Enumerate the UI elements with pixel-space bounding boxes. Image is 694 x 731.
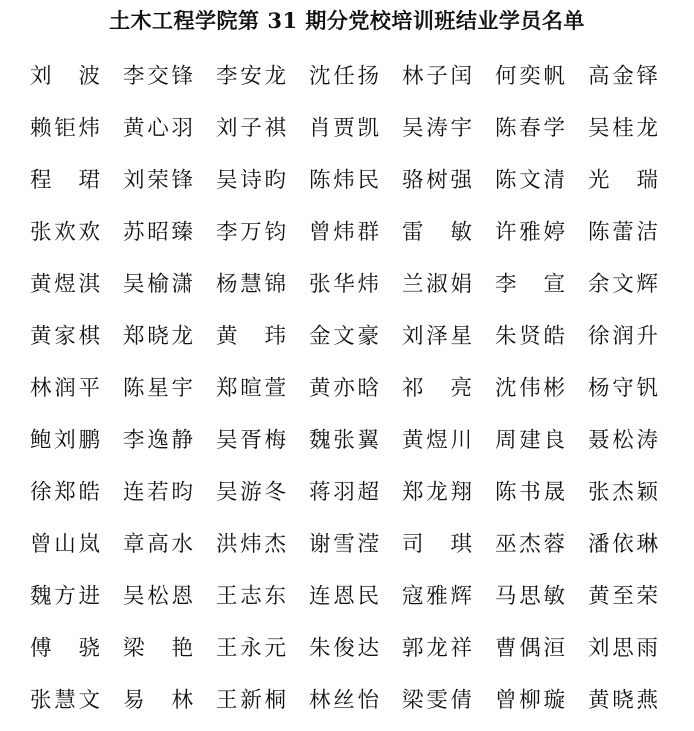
student-name: 李 逸 静 (123, 428, 193, 453)
student-name: 高 金 铎 (588, 64, 658, 89)
student-name: 周 建 良 (495, 428, 565, 453)
student-name: 曾 山 岚 (30, 532, 100, 557)
student-name: 黄 心 羽 (123, 116, 193, 141)
student-name: 沈 任 扬 (309, 64, 379, 89)
student-name: 雷 敏 (402, 220, 472, 245)
student-name: 傅 骁 (30, 636, 100, 661)
student-name: 张 华 炜 (309, 272, 379, 297)
student-name: 朱 俊 达 (309, 636, 379, 661)
student-name: 洪 炜 杰 (216, 532, 286, 557)
student-name: 黄 煜 淇 (30, 272, 100, 297)
student-name: 林 润 平 (30, 376, 100, 401)
student-name: 杨 慧 锦 (216, 272, 286, 297)
student-name: 曾 柳 璇 (495, 688, 565, 713)
student-name: 程 珺 (30, 168, 100, 193)
student-name: 鲍 刘 鹏 (30, 428, 100, 453)
student-name: 王 志 东 (216, 584, 286, 609)
student-name: 林 子 闰 (402, 64, 472, 89)
student-name: 曾 炜 群 (309, 220, 379, 245)
student-name: 刘 思 雨 (588, 636, 658, 661)
student-name: 沈 伟 彬 (495, 376, 565, 401)
student-name: 刘 泽 星 (402, 324, 472, 349)
name-list (30, 55, 670, 731)
student-name: 林 丝 怡 (309, 688, 379, 713)
student-name: 骆 树 强 (402, 168, 472, 193)
student-name: 张 慧 文 (30, 688, 100, 713)
student-name: 李 宣 (495, 272, 565, 297)
student-name: 易 林 (123, 688, 193, 713)
student-name: 徐 郑 皓 (30, 480, 100, 505)
student-name: 吴 涛 宇 (402, 116, 472, 141)
student-name: 张 杰 颖 (588, 480, 658, 505)
student-name: 王 永 元 (216, 636, 286, 661)
student-name: 蒋 羽 超 (309, 480, 379, 505)
student-name: 何 奕 帆 (495, 64, 565, 89)
student-name: 吴 诗 昀 (216, 168, 286, 193)
student-name: 巫 杰 蓉 (495, 532, 565, 557)
student-name: 刘 荣 锋 (123, 168, 193, 193)
student-name: 黄 晓 燕 (588, 688, 658, 713)
student-name: 光 瑞 (588, 168, 658, 193)
student-name: 吴 胥 梅 (216, 428, 286, 453)
student-name: 寇 雅 辉 (402, 584, 472, 609)
student-name: 许 雅 婷 (495, 220, 565, 245)
student-name: 郭 龙 祥 (402, 636, 472, 661)
student-name: 苏 昭 臻 (123, 220, 193, 245)
student-name: 曹 偶 洹 (495, 636, 565, 661)
student-name: 黄 亦 晗 (309, 376, 379, 401)
student-name: 朱 贤 皓 (495, 324, 565, 349)
student-name: 陈 书 晟 (495, 480, 565, 505)
student-name: 徐 润 升 (588, 324, 658, 349)
student-name: 王 新 桐 (216, 688, 286, 713)
student-name: 马 思 敏 (495, 584, 565, 609)
student-name: 郑 龙 翔 (402, 480, 472, 505)
student-name: 祁 亮 (402, 376, 472, 401)
student-name: 杨 守 钒 (588, 376, 658, 401)
student-name: 陈 蕾 洁 (588, 220, 658, 245)
student-name: 陈 文 清 (495, 168, 565, 193)
student-name: 陈 星 宇 (123, 376, 193, 401)
student-name: 司 琪 (402, 532, 472, 557)
student-name: 李 安 龙 (216, 64, 286, 89)
student-name: 吴 桂 龙 (588, 116, 658, 141)
student-name: 李 交 锋 (123, 64, 193, 89)
student-name: 陈 春 学 (495, 116, 565, 141)
student-name: 章 高 水 (123, 532, 193, 557)
student-name: 兰 淑 娟 (402, 272, 472, 297)
student-name: 魏 方 进 (30, 584, 100, 609)
student-name: 陈 炜 民 (309, 168, 379, 193)
student-name: 金 文 豪 (309, 324, 379, 349)
student-name: 李 万 钧 (216, 220, 286, 245)
student-name: 连 恩 民 (309, 584, 379, 609)
student-name: 梁 雯 倩 (402, 688, 472, 713)
student-name: 黄 玮 (216, 324, 286, 349)
student-name: 聂 松 涛 (588, 428, 658, 453)
student-name: 张 欢 欢 (30, 220, 100, 245)
student-name: 谢 雪 滢 (309, 532, 379, 557)
student-name: 赖 钜 炜 (30, 116, 100, 141)
student-name: 连 若 昀 (123, 480, 193, 505)
student-name: 魏 张 翼 (309, 428, 379, 453)
student-name: 黄 煜 川 (402, 428, 472, 453)
student-name: 黄 至 荣 (588, 584, 658, 609)
student-name: 吴 松 恩 (123, 584, 193, 609)
student-name: 潘 依 琳 (588, 532, 658, 557)
student-name: 余 文 辉 (588, 272, 658, 297)
student-name: 梁 艳 (123, 636, 193, 661)
student-name: 郑 晓 龙 (123, 324, 193, 349)
document-title: 土木工程学院第 31 期分党校培训班结业学员名单 (109, 8, 585, 33)
student-name: 郑 暄 萱 (216, 376, 286, 401)
student-name: 刘 子 祺 (216, 116, 286, 141)
student-name: 黄 家 棋 (30, 324, 100, 349)
student-name: 刘 波 (30, 64, 100, 89)
student-name: 肖 贾 凯 (309, 116, 379, 141)
student-name: 吴 游 冬 (216, 480, 286, 505)
student-name: 吴 榆 潇 (123, 272, 193, 297)
